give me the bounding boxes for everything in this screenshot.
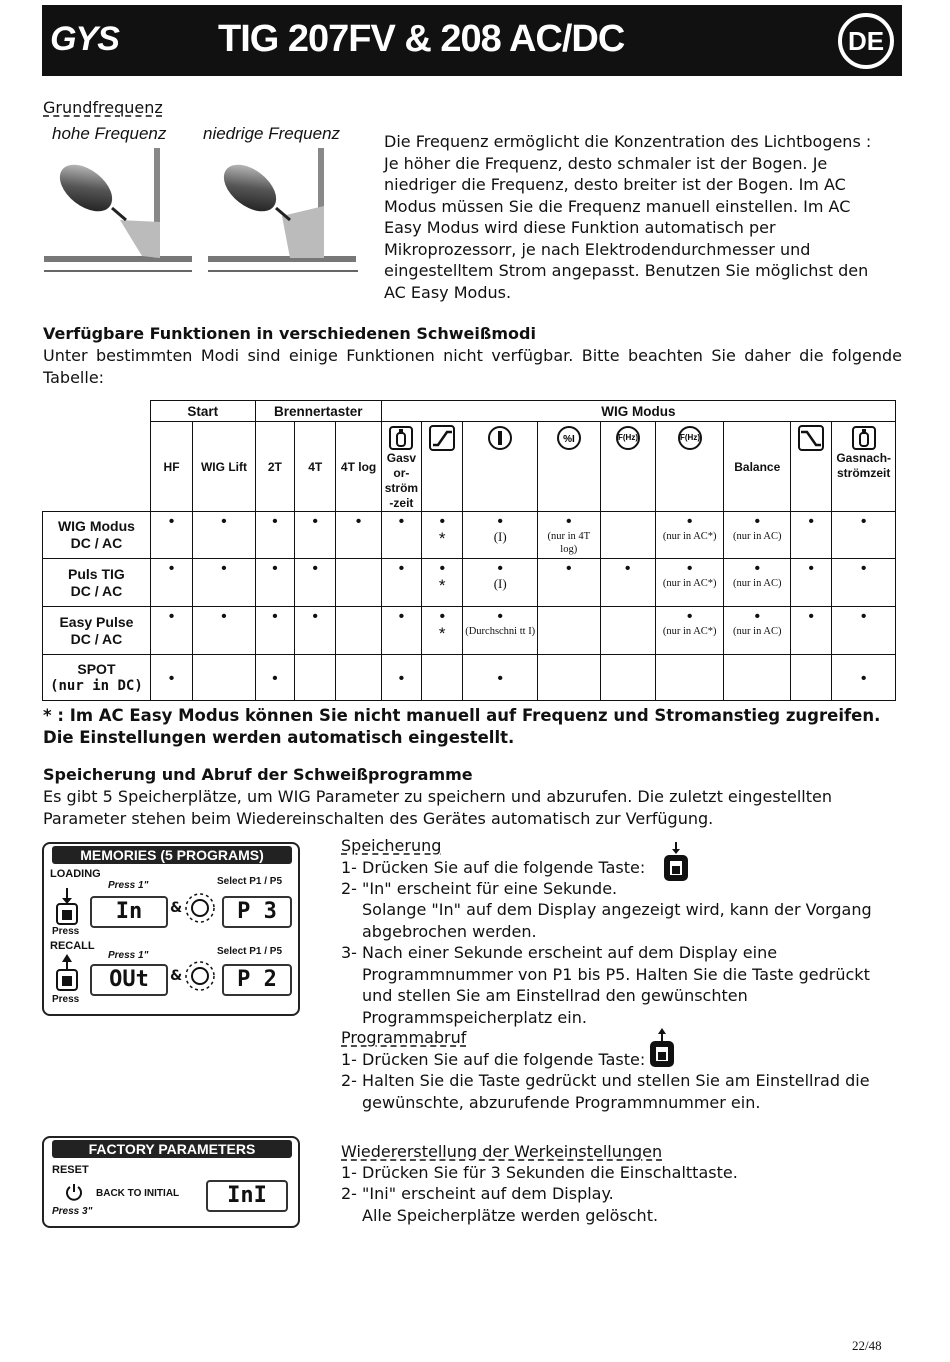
page-number: 22/48	[852, 1338, 882, 1353]
memory-recall-button-icon	[648, 1028, 676, 1070]
label-high-frequency: hohe Frequenz	[52, 124, 167, 143]
function-table	[42, 400, 896, 701]
gas-bottle-icon	[388, 425, 414, 451]
col-pulse-frequency	[600, 422, 655, 512]
power-icon	[64, 1182, 84, 1202]
memory-description: Es gibt 5 Speicherplätze, um WIG Parameter zu speichern und abzurufen. Die zuletzt eingestellten Parameter stehen beim Wiedereinschalten des Gerätes automatisch zur Verfügung.	[43, 787, 832, 828]
section-title-functions: Verfügbare Funktionen in verschiedenen Schweißmodi	[43, 324, 536, 343]
row-label: Easy Pulse DC / AC	[43, 607, 151, 655]
col-percent-current	[538, 422, 601, 512]
col-gas-postflow: Gasnach- strömzeit	[832, 422, 896, 512]
factory-step-2: 2- "Ini" erscheint auf dem Display.	[341, 1184, 614, 1203]
table-row: SPOT (nur in DC) • • • • •	[43, 655, 896, 701]
lcd-display-program-2: P 2	[222, 964, 292, 996]
col-2t: 2T	[255, 422, 294, 512]
percent-current-icon	[556, 425, 582, 451]
row-label: WIG Modus DC / AC	[43, 512, 151, 559]
select-program-label: Select P1 / P5	[217, 876, 283, 887]
subsection-factory-reset: Wiedererstellung der Werkeinstellungen	[341, 1142, 663, 1161]
svg-text:F(Hz): F(Hz)	[679, 433, 700, 442]
memories-panel-title: MEMORIES (5 PROGRAMS)	[52, 846, 292, 864]
col-4t: 4T	[295, 422, 336, 512]
press-1-label: Press 1"	[108, 880, 149, 891]
reset-label: RESET	[52, 1164, 89, 1176]
recall-label: RECALL	[50, 940, 95, 952]
header-torch-button: Brennertaster	[255, 401, 381, 422]
torch-high-frequency	[44, 148, 192, 271]
factory-step-2-note: Alle Speicherplätze werden gelöscht.	[362, 1206, 659, 1225]
subsection-speicherung: Speicherung	[341, 836, 442, 855]
gas-bottle-icon	[851, 425, 877, 451]
press-label: Press	[52, 994, 80, 1005]
brand-logo: GYS	[50, 20, 119, 58]
and-symbol: &	[170, 968, 183, 984]
torch-low-frequency	[208, 148, 358, 271]
label-low-frequency: niedrige Frequenz	[203, 124, 341, 143]
frequency-description: Die Frequenz ermöglicht die Konzentration des Lichtbogens : Je höher die Frequenz, desto schmaler ist der Bogen. Je niedriger die Frequenz, desto breiter ist der Bogen. Im AC Modus müssen Sie die Frequenz manuell einstellen. Im AC Easy Modus wird diese Funktion automatisch per Mikroprozessorr, je nach Elektrodendurchmesser und eingestelltem Strom angepasst. Benutzen Sie möglichst den AC Easy Modus.	[384, 132, 872, 302]
frequency-illustration	[42, 148, 362, 274]
col-current	[463, 422, 538, 512]
section-title-memory: Speicherung und Abruf der Schweißprogramme	[43, 765, 473, 784]
lcd-display-out: OUt	[90, 964, 168, 996]
table-row: Puls TIG DC / AC • • • • • • * • (I) • • • (nur in AC*) • (nur in AC) • •	[43, 559, 896, 607]
col-gas-preflow: Gasv or- ström -zeit	[381, 422, 421, 512]
selection-knob-icon	[182, 958, 218, 994]
save-step-1: 1- Drücken Sie auf die folgende Taste:	[341, 858, 646, 877]
col-balance: Balance	[724, 422, 791, 512]
loading-label: LOADING	[50, 868, 101, 880]
col-downslope	[791, 422, 832, 512]
page-header	[42, 5, 902, 76]
table-row: WIG Modus DC / AC • • • • • • • * • (I) • (nur in 4T log) • (nur in AC*) • (nur in AC) • •	[43, 512, 896, 559]
memory-button-icon	[54, 888, 80, 928]
back-to-initial-label: BACK TO INITIAL	[96, 1188, 180, 1199]
model-title: TIG 207FV & 208 AC/DC	[218, 18, 625, 60]
factory-parameters-panel	[42, 1136, 300, 1228]
col-4t-log: 4T log	[336, 422, 381, 512]
selection-knob-icon	[182, 890, 218, 926]
current-icon	[487, 425, 513, 451]
lcd-display-ini: InI	[206, 1180, 288, 1212]
col-wig-lift: WIG Lift	[193, 422, 256, 512]
ac-frequency-icon	[677, 425, 703, 451]
recall-step-1: 1- Drücken Sie auf die folgende Taste:	[341, 1050, 646, 1069]
factory-step-1: 1- Drücken Sie für 3 Sekunden die Einschalttaste.	[341, 1163, 738, 1182]
language-badge: DE	[838, 13, 894, 69]
and-symbol: &	[170, 900, 183, 916]
select-program-label: Select P1 / P5	[217, 946, 283, 957]
save-step-2: 2- "In" erscheint für eine Sekunde.	[341, 879, 618, 898]
col-hf: HF	[150, 422, 192, 512]
memory-button-icon	[662, 842, 690, 884]
col-ac-frequency	[655, 422, 724, 512]
factory-panel-title: FACTORY PARAMETERS	[52, 1140, 292, 1158]
lcd-display-program-3: P 3	[222, 896, 292, 928]
subsection-programmabruf: Programmabruf	[341, 1028, 467, 1047]
functions-description: Unter bestimmten Modi sind einige Funktionen nicht verfügbar. Bitte beachten Sie daher die folgende Tabelle:	[43, 346, 902, 387]
header-start: Start	[150, 401, 255, 422]
memory-recall-button-icon	[54, 954, 80, 994]
save-step-2-note: Solange "In" auf dem Display angezeigt wird, kann der Vorgang abgebrochen werden.	[362, 900, 872, 941]
press-1-label: Press 1"	[108, 950, 149, 961]
downslope-icon	[798, 425, 824, 451]
memories-panel	[42, 842, 300, 1016]
row-label: SPOT (nur in DC)	[43, 655, 151, 701]
svg-text:F(Hz): F(Hz)	[617, 433, 638, 442]
svg-text:%I: %I	[562, 434, 575, 445]
press-label: Press	[52, 926, 80, 937]
table-footnote: * : Im AC Easy Modus können Sie nicht manuell auf Frequenz und Stromanstieg zugreifen. Die Einstellungen werden automatisch eingestellt.	[43, 706, 881, 747]
lcd-display-in: In	[90, 896, 168, 928]
save-step-3: 3- Nach einer Sekunde erscheint auf dem Display eine Programmnummer von P1 bis P5. Halten Sie die Taste gedrückt und stellen Sie am Einstellrad den gewünschten Programmspeicherplatz ein.	[341, 943, 870, 1027]
row-label: Puls TIG DC / AC	[43, 559, 151, 607]
upslope-icon	[429, 425, 455, 451]
col-upslope	[422, 422, 463, 512]
table-row: Easy Pulse DC / AC • • • • • • * • (Durchschni tt I) • (nur in AC*) • (nur in AC) • •	[43, 607, 896, 655]
press-3-label: Press 3"	[52, 1206, 93, 1217]
section-title-grundfrequenz: Grundfrequenz	[43, 98, 163, 117]
recall-step-2: 2- Halten Sie die Taste gedrückt und stellen Sie am Einstellrad die gewünschte, abzurufende Programmnummer ein.	[341, 1071, 870, 1112]
header-wig-mode: WIG Modus	[381, 401, 895, 422]
pulse-frequency-icon	[615, 425, 641, 451]
